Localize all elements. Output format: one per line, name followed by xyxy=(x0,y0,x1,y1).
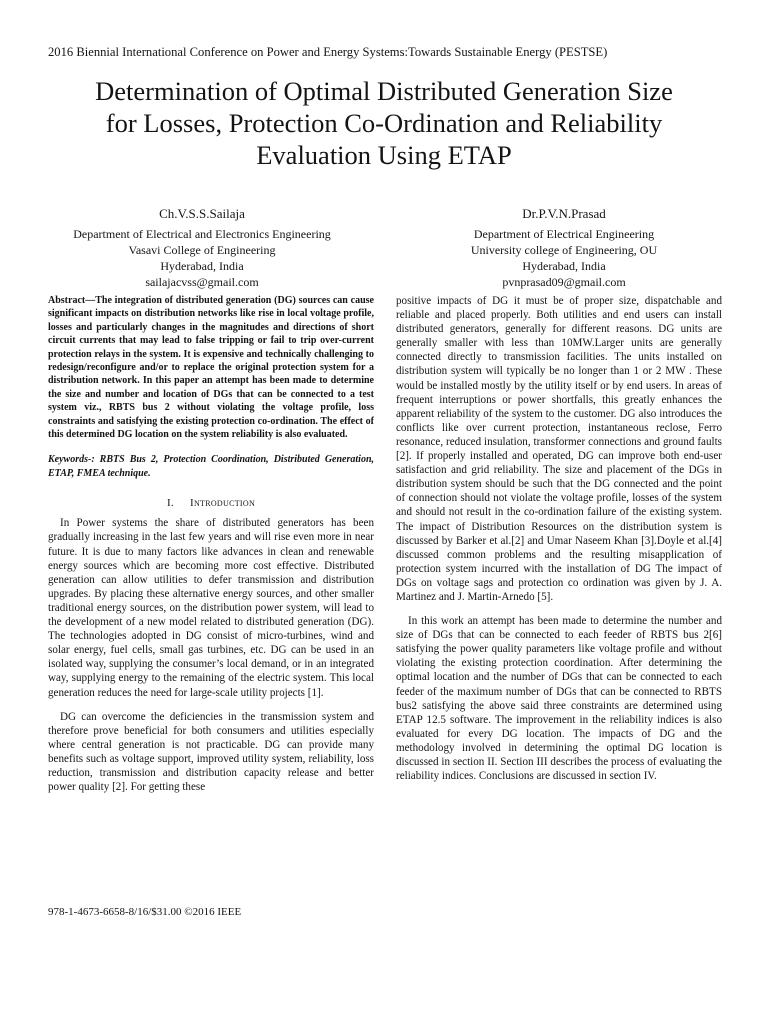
right-column xyxy=(396,294,722,783)
title-line-1: Determination of Optimal Distributed Generation Size xyxy=(95,76,673,106)
author-name: Dr.P.V.N.Prasad xyxy=(522,206,606,221)
section-heading-introduction xyxy=(48,496,374,510)
body-paragraph: positive impacts of DG it must be of proper size, dispatchable and reliable and placed properly. Both utilities and end users can install distributed generators, generally for different reasons. DG units are generally smaller with less than 10MW.Larger units are generally connected directly to transmission facilities. The units installed on distribution system will typically be no longer than 1 or 2 MW . These would be installed mostly by the utility itself or by end users. In areas of frequent interruptions or power shortfalls, this greatly enhances the apparent reliability of the system to the customer. DG also introduces the conflicts like over current protection, instantaneous reclose, Ferro resonance, reduced insulation, transformer connections and ground faults [2]. If properly installed and operated, DG can improve both end-user satisfaction and grid reliability. The size and placement of the DGs in distribution system should be such that the DG connected and the point of connection should not violate the voltage profile, losses of the system and should not result in the co-ordination failure of the existing system. The impact of Distribution Resources on the distribution system is discussed by Barker et al.[2] and Umar Naseem Khan [3].Doyle et al.[4] discussed common problems and the resulting misapplication of protection system incurred with the installation of DG The impact of DGs on voltage sags and protection co ordination was given by J. A. Martinez and J. Martin-Arnedo [5]. xyxy=(396,295,722,603)
author-email: pvnprasad09@gmail.com xyxy=(502,275,626,289)
author-institution: Vasavi College of Engineering xyxy=(128,243,276,257)
author-email: sailajacvss@gmail.com xyxy=(145,275,259,289)
paper-title xyxy=(40,75,728,171)
keywords: Keywords-: RBTS Bus 2, Protection Coordination, Distributed Generation, ETAP, FMEA technique. xyxy=(48,454,374,479)
body-paragraph: In Power systems the share of distributed generators has been gradually increasing in the last few years and will rise even more in near future. It is due to many factors like advances in clean and renewable energy sources which are becoming more cost effective. Distributed generation can allow utilities to defer transmission and distribution upgrades. By placing these alternative energy sources, and other smaller traditional energy sources, on the distribution power system, will lead to the development of a new model related to distributed generation (DG). The technologies adopted in DG consist of micro-turbines, wind and solar energy, fuel cells, small gas turbines, etc. DG can be used in an isolated way, supplying the consumer’s local demand, or in an integrated way, supplying energy to the remaining of the electric system. This local generation reduces the need for large-scale utility projects [1]. xyxy=(48,517,374,699)
title-line-2: for Losses, Protection Co-Ordination and Reliability xyxy=(105,108,663,138)
author-name: Ch.V.S.S.Sailaja xyxy=(159,206,245,221)
title-line-3: Evaluation Using ETAP xyxy=(256,140,512,170)
author-institution: University college of Engineering, OU xyxy=(470,243,658,257)
abstract: Abstract—The integration of distributed generation (DG) sources can cause significant impacts on distribution networks like rise in local voltage profile, losses and particularly changes in the magnitudes and directions of short circuit currents that may lead to false tripping or fail to trip over-current protection relays in the system. It is expensive and technically challenging to redesign/reconfigure and/or to replace the original protection system for a distribution network. In this paper an attempt has been made to determine the size and number and location of DGs that can be connected to a test system viz., RBTS bus 2 without violating the voltage profile, loss constraints and satisfying the existing protection co-ordination. The effect of this determined DG location on the system reliability is also evaluated. xyxy=(48,295,374,441)
author-department: Department of Electrical and Electronics Engineering xyxy=(73,227,331,241)
body-paragraph: DG can overcome the deficiencies in the transmission system and therefore prove beneficial for both consumers and utilities especially where central generation is not practicable. DG can provide many benefits such as voltage support, improved utility system, reliability, loss reduction, transmission and distribution capacity release and better power quality [2]. For getting these xyxy=(48,710,374,794)
author-block-1 xyxy=(42,206,362,290)
author-block-2 xyxy=(404,206,724,290)
section-number: I. xyxy=(166,497,174,510)
body-paragraph: In this work an attempt has been made to determine the number and size of DGs that can be connected to each feeder of RBTS bus 2[6] satisfying the power quality parameters like voltage profile and without violating the existing protection coordination. After determining the optimal location and the number of DGs that can be connected to each feeder of the maximum number of DGs that can be connected to RBTS bus2 satisfying the above said three constraints are determined using ETAP 12.5 software. The improvement in the reliability indices is also evaluated for every DG location. The impacts of DG and the methodology involved in determining the optimal DG location is discussed in section II. Section III describes the process of evaluating the reliability indices. Conclusions are discussed in section IV. xyxy=(396,615,722,783)
left-column xyxy=(48,294,374,794)
author-location: Hyderabad, India xyxy=(160,259,244,273)
section-title: Introduction xyxy=(189,497,256,510)
author-location: Hyderabad, India xyxy=(522,259,606,273)
copyright-footer: 978-1-4673-6658-8/16/$31.00 ©2016 IEEE xyxy=(48,906,242,918)
author-department: Department of Electrical Engineering xyxy=(473,227,655,241)
conference-header: 2016 Biennial International Conference on Power and Energy Systems:Towards Sustainable Energy (PESTSE) xyxy=(48,45,608,59)
